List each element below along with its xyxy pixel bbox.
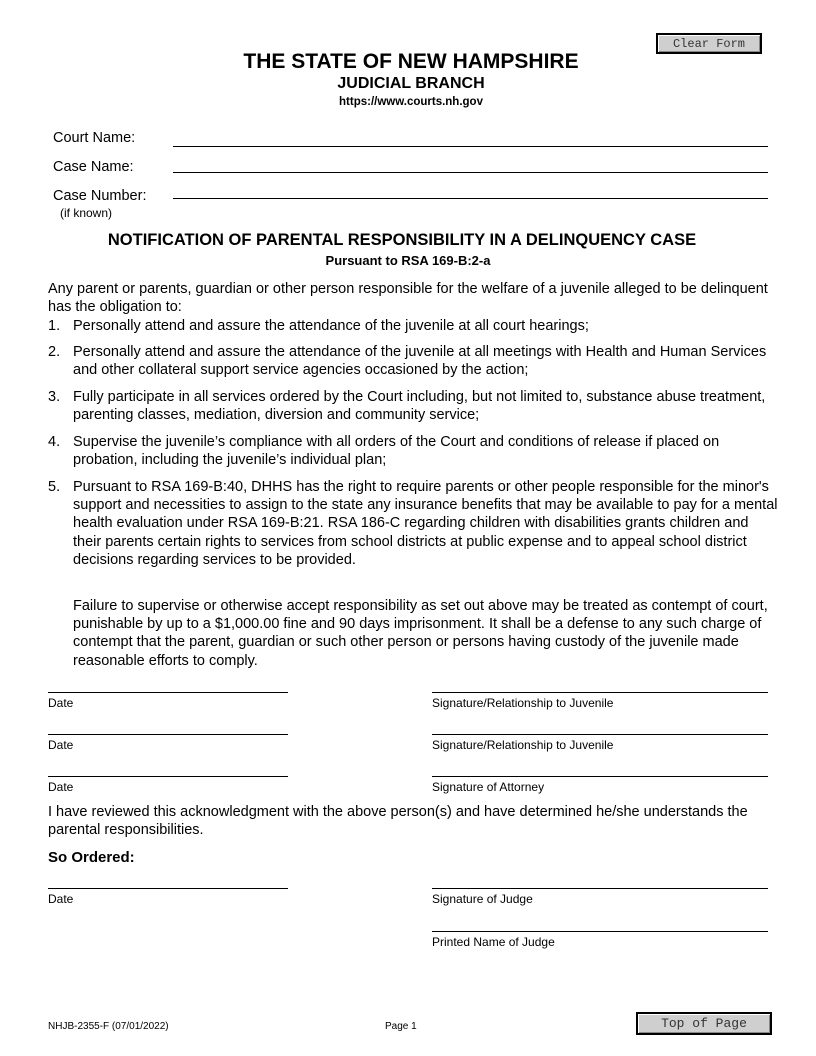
failure-paragraph: Failure to supervise or otherwise accept responsibility as set out above may be treated as contempt of court, punishable by up to a $1,000.00 fine and 90 days imprisonment. It shall be a defense to any such charge of contempt that the parent, guardian or such other person or persons having custody of the juvenile made reasonable efforts to comply. — [73, 598, 768, 669]
court-url: https://www.courts.nh.gov — [339, 96, 483, 108]
list-item — [48, 388, 778, 424]
date-label: Date — [48, 892, 74, 906]
signature-relationship-line[interactable] — [432, 692, 768, 693]
so-ordered-heading: So Ordered: — [48, 849, 135, 866]
review-statement: I have reviewed this acknowledgment with the above person(s) and have determined he/she understands the parental responsibilities. — [48, 804, 748, 839]
list-item-text: Fully participate in all services ordered by the Court including, but not limited to, substance abuse treatment, parenting classes, mediation, diversion and community service; — [73, 389, 766, 424]
date-line[interactable] — [48, 692, 288, 693]
signature-attorney-line[interactable] — [432, 776, 768, 777]
court-name-label: Court Name: — [53, 130, 136, 146]
date-line[interactable] — [48, 734, 288, 735]
case-number-label: Case Number: — [53, 188, 147, 204]
clear-form-button[interactable]: Clear Form — [656, 33, 762, 54]
intro-paragraph: Any parent or parents, guardian or other person responsible for the welfare of a juvenile alleged to be delinquent has the obligation to: — [48, 281, 768, 316]
date-label: Date — [48, 780, 74, 794]
page-number: Page 1 — [385, 1021, 417, 1032]
list-item-number: 1. — [48, 318, 61, 334]
list-item-number: 5. — [48, 479, 61, 495]
list-item-text: Personally attend and assure the attendance of the juvenile at all court hearings; — [73, 318, 589, 334]
list-item-text: Personally attend and assure the attendance of the juvenile at all meetings with Health and Human Services and other collateral support service agencies occasioned by the action; — [73, 344, 767, 379]
date-line[interactable] — [48, 776, 288, 777]
list-item-text: Supervise the juvenile’s compliance with all orders of the Court and conditions of release if placed on probation, including the juvenile’s individual plan; — [73, 434, 720, 469]
list-item-text: Pursuant to RSA 169-B:40, DHHS has the right to require parents or other people responsible for the minor's support and necessities to assign to the state any insurance benefits that may be available to pay for a mental health evaluation under RSA 169-B:21. RSA 186-C regarding children with disabilities grants children and their parents certain rights to services from school districts at public expense and to appeal school district decisions regarding services to be provided. — [73, 479, 778, 568]
printed-judge-label: Printed Name of Judge — [432, 935, 555, 949]
list-item — [48, 317, 778, 335]
signature-relationship-label: Signature/Relationship to Juvenile — [432, 738, 614, 752]
signature-relationship-label: Signature/Relationship to Juvenile — [432, 696, 614, 710]
court-name-field[interactable] — [173, 146, 768, 147]
if-known-note: (if known) — [60, 206, 113, 220]
list-item — [48, 433, 778, 469]
signature-judge-label: Signature of Judge — [432, 892, 533, 906]
form-number: NHJB-2355-F (07/01/2022) — [48, 1021, 169, 1032]
top-of-page-button[interactable]: Top of Page — [636, 1012, 772, 1035]
state-heading: THE STATE OF NEW HAMPSHIRE — [243, 50, 579, 73]
date-line[interactable] — [48, 888, 288, 889]
form-subtitle: Pursuant to RSA 169-B:2-a — [325, 253, 491, 268]
signature-judge-line[interactable] — [432, 888, 768, 889]
signature-relationship-line[interactable] — [432, 734, 768, 735]
date-label: Date — [48, 738, 74, 752]
list-item — [48, 343, 778, 379]
case-name-field[interactable] — [173, 172, 768, 173]
list-item — [48, 478, 778, 569]
signature-attorney-label: Signature of Attorney — [432, 780, 545, 794]
printed-judge-line[interactable] — [432, 931, 768, 932]
list-item-number: 3. — [48, 389, 61, 405]
list-item-number: 2. — [48, 344, 61, 360]
branch-heading: JUDICIAL BRANCH — [337, 75, 485, 92]
case-name-label: Case Name: — [53, 159, 134, 175]
list-item-number: 4. — [48, 434, 61, 450]
case-number-field[interactable] — [173, 198, 768, 199]
date-label: Date — [48, 696, 74, 710]
form-title: NOTIFICATION OF PARENTAL RESPONSIBILITY IN A DELINQUENCY CASE — [107, 231, 697, 249]
